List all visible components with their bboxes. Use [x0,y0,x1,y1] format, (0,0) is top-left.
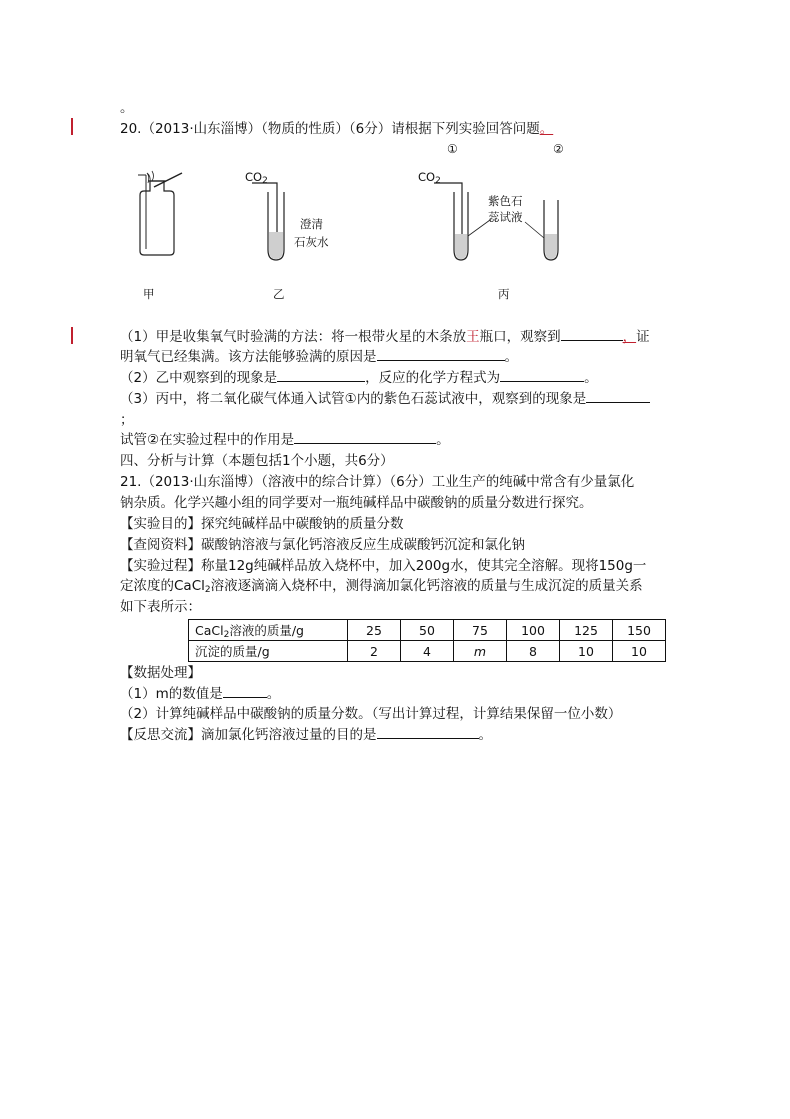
q20-part1-line2: 明氧气已经集满。该方法能够验满的原因是 。 [120,349,518,365]
q21-dp2: （2）计算纯碱样品中碳酸钠的质量分数。（写出计算过程，计算结果保留一位小数） [120,706,622,722]
answer-blank[interactable] [277,369,365,382]
q21-line2: 钠杂质。化学兴趣小组的同学要对一瓶纯碱样品中碳酸钠的质量分数进行探究。 [120,495,593,511]
q21-process-1: 【实验过程】称量12g纯碱样品放入烧杯中，加入200g水，使其完全溶解。现将150g一 [120,558,647,574]
revision-bar [71,118,73,135]
typo-mark: 王 [466,329,480,345]
q20-header [120,120,553,138]
q20-header-end: 。 [539,121,554,137]
co2-label-c: $CO_2$ [418,170,441,186]
table-row [189,620,666,641]
table-cell: 4 [401,641,454,662]
gas-bottle-diagram [126,165,186,260]
table-cell: 8 [507,641,560,662]
q21-process-3: 如下表所示： [120,599,201,615]
table-cell: 100 [507,620,560,641]
table-cell: 150 [613,620,666,641]
q21-process-2: 定浓度的CaCl$_2$溶液逐滴滴入烧杯中，测得滴加氯化钙溶液的质量与生成沉淀的质量关系 [120,578,643,595]
answer-blank[interactable] [223,685,267,698]
q20-part3-semicolon: ； [120,412,134,428]
q21-line1: 21.（2013·山东淄博）（溶液中的综合计算）（6分）工业生产的纯碱中常含有少量氯化 [120,474,635,490]
q21-reflection: 【反思交流】滴加氯化钙溶液过量的目的是 。 [120,727,492,743]
answer-blank[interactable] [500,369,584,382]
caption-yi: 乙 [273,287,285,301]
lime-water-label-1: 澄清 [300,217,323,231]
stray-period: 。 [120,100,134,116]
co2-label-b: $CO_2$ [245,170,268,186]
q21-purpose: 【实验目的】探究纯碱样品中碳酸钠的质量分数 [120,516,404,532]
table-cell: 10 [613,641,666,662]
lime-water-tube-diagram [262,180,292,265]
lime-water-label-2: 石灰水 [294,235,329,249]
q21-reference: 【查阅资料】碳酸钠溶液与氯化钙溶液反应生成碳酸钙沉淀和氯化钠 [120,537,525,553]
answer-blank[interactable] [294,431,436,444]
q21-data-processing: 【数据处理】 [120,665,201,681]
table-cell: 125 [560,620,613,641]
table-cell: 25 [348,620,401,641]
q20-part2: （2）乙中观察到的现象是 ，反应的化学方程式为 。 [120,370,598,386]
q20-header-text: 20.（2013·山东淄博）（物质的性质）（6分）请根据下列实验回答问题 [120,121,540,137]
litmus-label-2: 蕊试液 [488,210,523,224]
table-cell: 50 [401,620,454,641]
q20-part3-line2: 试管②在实验过程中的作用是 。 [120,432,450,448]
table-cell: 10 [560,641,613,662]
table-header-cell: 沉淀的质量/g [189,641,348,662]
q21-dp1: （1）m的数值是 。 [120,686,281,702]
q20-part3-line1: （3）丙中，将二氧化碳气体通入试管①内的紫色石蕊试液中，观察到的现象是 [120,390,650,408]
section-4-heading: 四、分析与计算（本题包括1个小题，共6分） [120,453,394,469]
caption-bing: 丙 [498,287,510,301]
answer-blank[interactable] [377,726,479,739]
table-cell: 2 [348,641,401,662]
table-row [189,641,666,662]
table-cell: m [454,641,507,662]
litmus-label-1: 紫色石 [488,194,523,208]
revision-bar [71,327,73,344]
tube-2-label: ② [553,142,564,156]
table-cell: 75 [454,620,507,641]
q20-part1-line1: （1）甲是收集氧气时验满的方法：将一根带火星的木条放王瓶口，观察到 ，证 [120,329,650,345]
caption-jia: 甲 [143,287,155,301]
table-header-cell: CaCl$_2$溶液的质量/g [189,620,348,641]
answer-blank[interactable] [377,348,505,361]
tube-1-label: ① [447,142,458,156]
answer-blank[interactable] [561,328,623,341]
answer-blank[interactable] [586,390,650,403]
data-table [188,619,666,662]
